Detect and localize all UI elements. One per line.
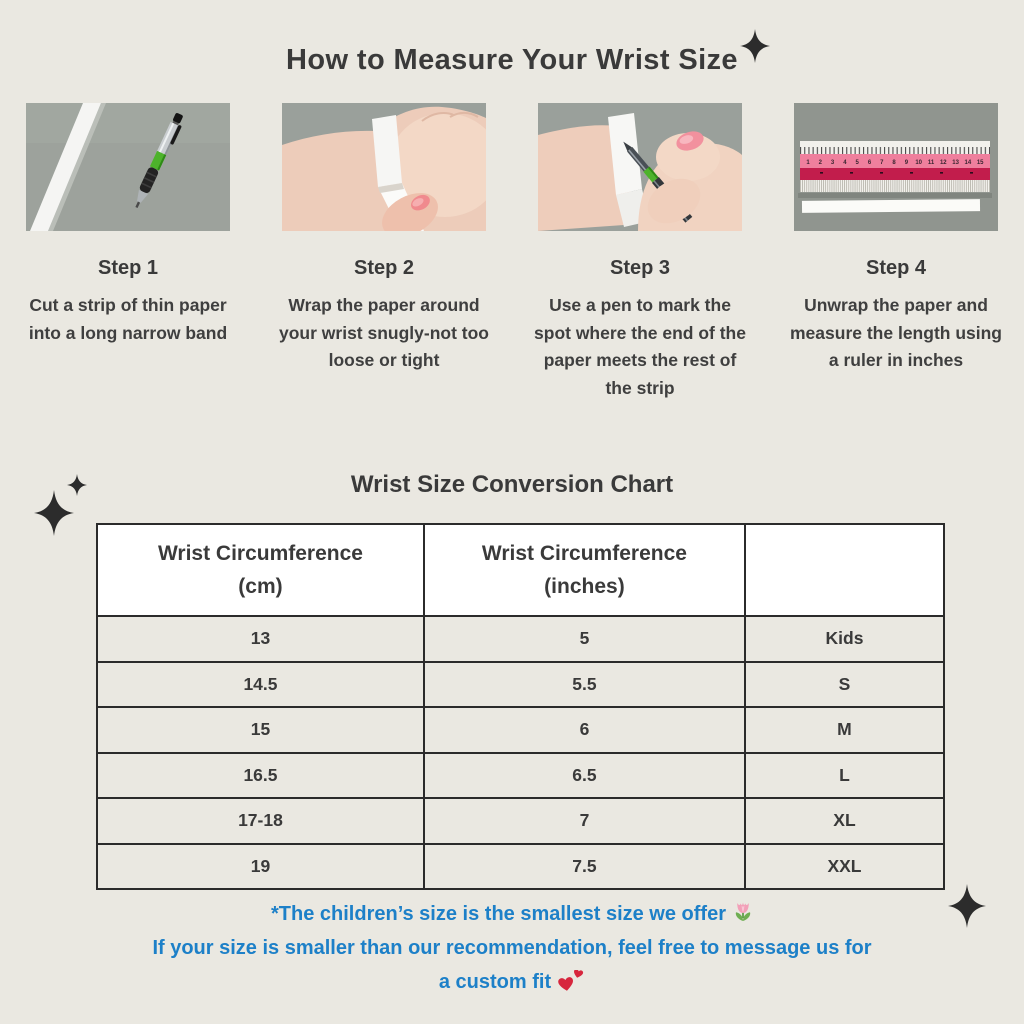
footer-line-3: a custom fit xyxy=(0,965,1024,999)
svg-text:8: 8 xyxy=(892,160,896,166)
step-2-description: Wrap the paper around your wrist snugly-not too loose or tight xyxy=(279,295,489,370)
svg-text:2: 2 xyxy=(818,160,822,166)
ruler-illustration xyxy=(794,103,998,231)
step-4-label: Step 4 xyxy=(865,257,927,279)
cell-cm: 16.5 xyxy=(97,753,424,799)
wrist-wrap-illustration xyxy=(282,103,486,231)
svg-text:6: 6 xyxy=(867,160,872,166)
footer-line-1: *The children’s size is the smallest size we offer xyxy=(0,897,1024,931)
column-header-inches: Wrist Circumference (inches) xyxy=(424,524,745,616)
footer-note xyxy=(0,897,1024,999)
svg-text:7: 7 xyxy=(880,160,884,166)
conversion-chart-title: Wrist Size Conversion Chart xyxy=(350,471,674,498)
svg-text:11: 11 xyxy=(927,160,935,166)
step-4-photo xyxy=(794,103,998,231)
cell-inches: 5.5 xyxy=(424,662,745,708)
step-2-label: Step 2 xyxy=(353,257,415,279)
cell-inches: 5 xyxy=(424,616,745,662)
tulip-icon xyxy=(733,900,753,924)
steps-section xyxy=(0,103,1024,402)
cell-size: S xyxy=(745,662,944,708)
svg-text:14: 14 xyxy=(964,160,972,166)
step-2 xyxy=(256,103,512,402)
step-3-description: Use a pen to mark the spot where the end of the paper meets the rest of the strip xyxy=(534,295,746,398)
cell-inches: 7.5 xyxy=(424,844,745,890)
step-1-photo xyxy=(26,103,230,231)
cell-size: XXL xyxy=(745,844,944,890)
cell-cm: 14.5 xyxy=(97,662,424,708)
svg-text:15: 15 xyxy=(976,160,984,166)
sparkle-icon xyxy=(948,884,986,928)
wrist-size-conversion-table xyxy=(96,523,945,890)
step-1-description: Cut a strip of thin paper into a long narrow band xyxy=(28,295,228,343)
svg-text:13: 13 xyxy=(952,160,959,166)
step-3-label: Step 3 xyxy=(609,257,671,279)
step-1 xyxy=(0,103,256,402)
cell-size: Kids xyxy=(745,616,944,662)
cell-size: XL xyxy=(745,798,944,844)
step-1-label: Step 1 xyxy=(97,257,159,279)
sparkle-icon xyxy=(740,29,770,63)
table-row xyxy=(97,616,944,662)
pen-marking-illustration xyxy=(538,103,742,231)
step-2-photo xyxy=(282,103,486,231)
step-4-description: Unwrap the paper and measure the length using a ruler in inches xyxy=(790,295,1002,370)
step-3 xyxy=(512,103,768,402)
page-title: How to Measure Your Wrist Size xyxy=(286,44,738,76)
svg-text:10: 10 xyxy=(915,160,923,166)
cell-cm: 17-18 xyxy=(97,798,424,844)
cell-cm: 15 xyxy=(97,707,424,753)
paper-and-pencil-illustration xyxy=(26,103,230,231)
column-header-size xyxy=(745,524,944,616)
step-4 xyxy=(768,103,1024,402)
table-row xyxy=(97,662,944,708)
svg-text:1: 1 xyxy=(806,160,810,166)
cell-inches: 6.5 xyxy=(424,753,745,799)
table-row xyxy=(97,798,944,844)
svg-text:5: 5 xyxy=(855,160,859,166)
table-row xyxy=(97,753,944,799)
cell-inches: 7 xyxy=(424,798,745,844)
cell-cm: 19 xyxy=(97,844,424,890)
table-row xyxy=(97,707,944,753)
svg-text:3: 3 xyxy=(830,160,835,166)
svg-text:4: 4 xyxy=(843,160,847,166)
column-header-cm: Wrist Circumference (cm) xyxy=(97,524,424,616)
cell-size: L xyxy=(745,753,944,799)
cell-cm: 13 xyxy=(97,616,424,662)
table-header-row xyxy=(97,524,944,616)
step-3-photo xyxy=(538,103,742,231)
svg-text:9: 9 xyxy=(904,160,909,166)
table-row xyxy=(97,844,944,890)
cell-inches: 6 xyxy=(424,707,745,753)
footer-line-2: If your size is smaller than our recommendation, feel free to message us for xyxy=(152,937,872,959)
two-hearts-icon xyxy=(558,970,585,992)
svg-text:12: 12 xyxy=(939,160,947,166)
cell-size: M xyxy=(745,707,944,753)
